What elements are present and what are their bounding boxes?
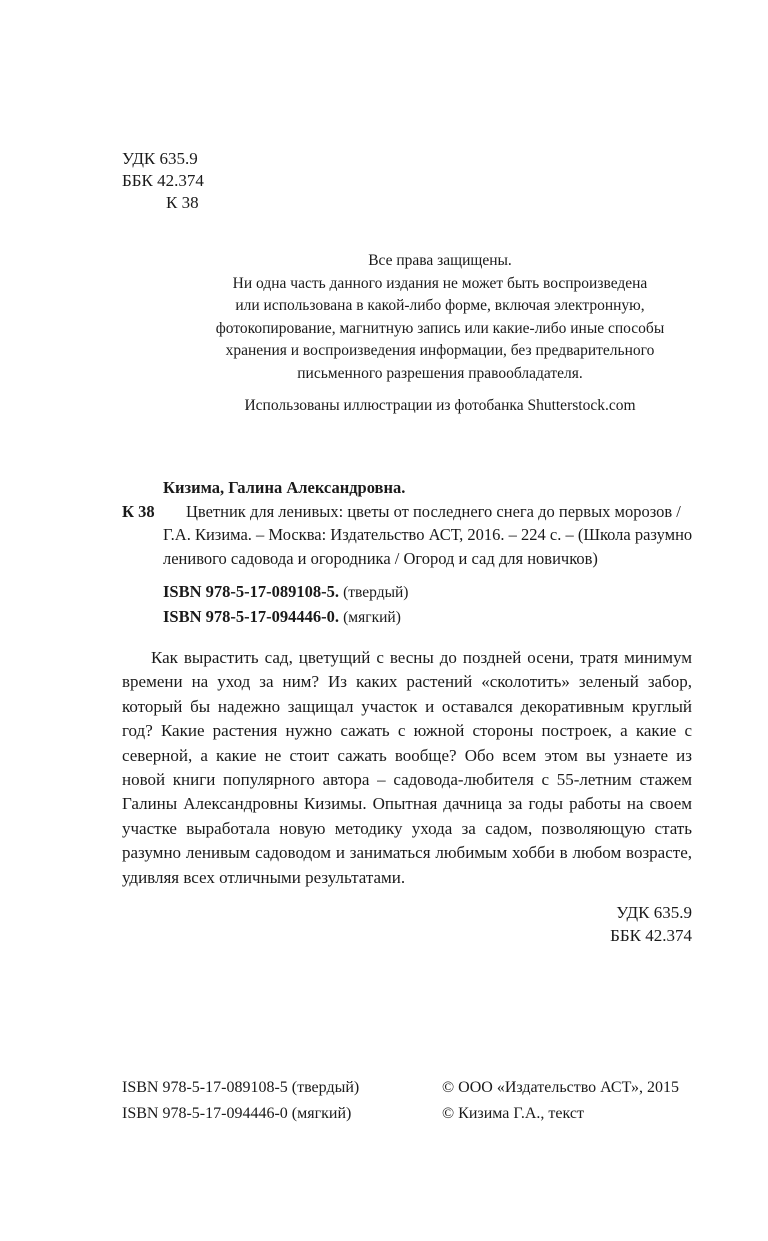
isbn-softcover-kind: (мягкий) [343, 609, 401, 626]
copyright-author: © Кизима Г.А., текст [442, 1105, 584, 1122]
page-footer [122, 1075, 712, 1127]
isbn-softcover-number: ISBN 978-5-17-094446-0. [163, 607, 339, 626]
bbk-code-repeat: ББК 42.374 [610, 926, 692, 945]
footer-row-2 [122, 1101, 712, 1127]
illustration-credit: Использованы иллюстрации из фотобанка Shutterstock.com [244, 397, 636, 414]
udk-code-repeat: УДК 635.9 [616, 903, 692, 922]
footer-isbn-softcover: ISBN 978-5-17-094446-0 (мягкий) [122, 1105, 352, 1122]
classification-codes [122, 148, 204, 214]
rights-notice-line-1: Все права защищены. [368, 252, 512, 269]
record-body [122, 500, 702, 571]
rights-notice-line-4: фотокопирование, магнитную запись или какие-либо иные способы [215, 319, 665, 337]
classification-codes-repeat [610, 901, 692, 947]
author-mark: К 38 [166, 193, 199, 212]
isbn-record [163, 580, 408, 630]
rights-notice-line-2: Ни одна часть данного издания не может быть воспроизведена [232, 274, 648, 292]
record-shelf-mark: К 38 [122, 501, 155, 521]
isbn-softcover-line [163, 605, 408, 630]
isbn-hardcover-kind: (твердый) [343, 584, 409, 601]
udk-code: УДК 635.9 [122, 149, 198, 168]
footer-isbn-hardcover: ISBN 978-5-17-089108-5 (твердый) [122, 1079, 360, 1096]
bibliographic-record [122, 476, 702, 570]
copyright-publisher: © ООО «Издательство АСТ», 2015 [442, 1079, 679, 1096]
record-description: Цветник для ленивых: цветы от последнего снега до первых морозов / Г.А. Кизима. – Москва: Издательство АСТ, 2016. – 224 с. – (Школа разумно ленивого садовода и огородника / Огород и сад для новичков) [163, 501, 693, 568]
rights-notice [140, 250, 740, 386]
record-author: Кизима, Галина Александровна. [163, 478, 406, 497]
book-annotation: Как вырастить сад, цветущий с весны до поздней осени, тратя минимум времени на уход за ним? Из каких растений «сколотить» зеленый забор, который бы надежно защищал участок и оставался декоративным круглый год? Какие растения нужно сажать с южной стороны построек, а какие с северной, а какие не стоит сажать вообще? Обо всем этом вы узнаете из новой книги популярного автора – садовода-любителя с 55-летним стажем Галины Александровны Кизимы. Опытная дачница за годы работы на своем участке выработала новую методику ухода за садом, позволяющую стать разумно ленивым садоводом и заниматься любимым хобби в любом возрасте, удивляя всех отличными результатами. [122, 648, 692, 887]
bbk-code: ББК 42.374 [122, 171, 204, 190]
footer-row-1 [122, 1075, 712, 1101]
rights-notice-line-6: письменного разрешения правообладателя. [297, 364, 583, 382]
rights-notice-line-5: хранения и воспроизведения информации, без предварительного [225, 342, 655, 360]
isbn-hardcover-number: ISBN 978-5-17-089108-5. [163, 582, 339, 601]
rights-notice-line-3: или использована в какой-либо форме, включая электронную, [235, 297, 645, 315]
isbn-hardcover-line [163, 580, 408, 605]
